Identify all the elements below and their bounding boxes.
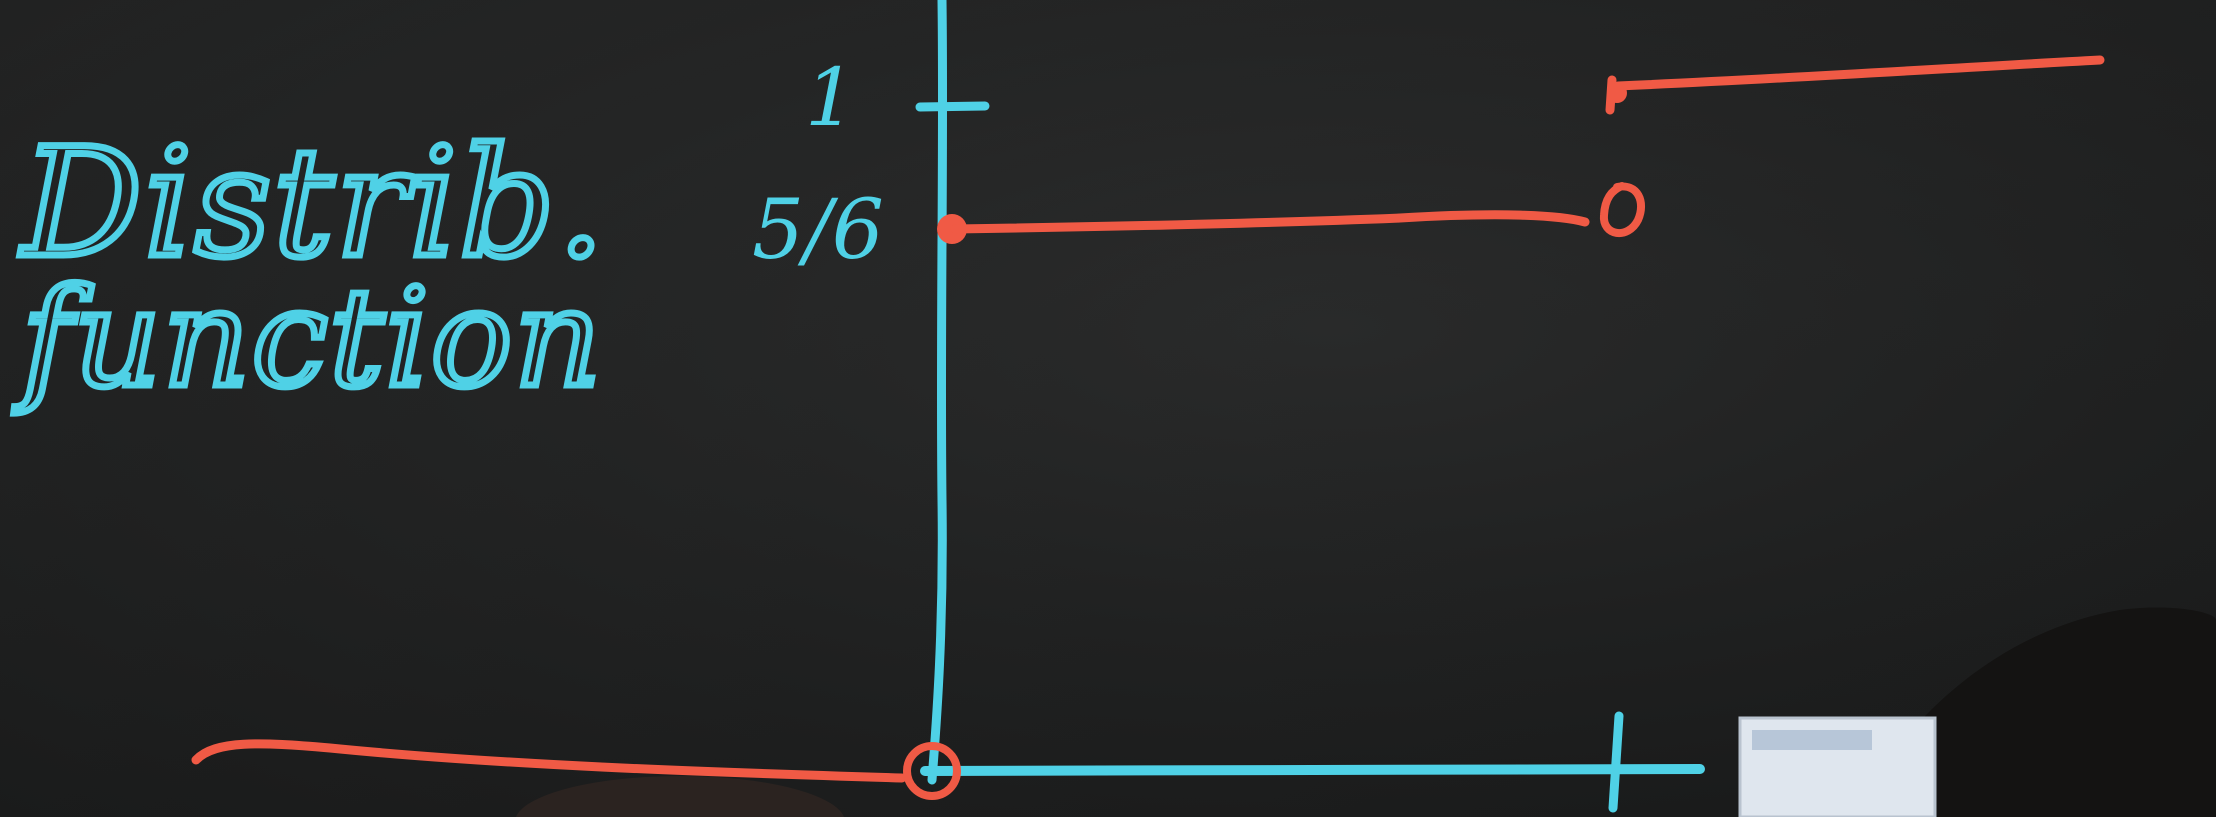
heading-line-2: function	[22, 260, 604, 417]
y-tick-1	[920, 106, 985, 107]
y-tick-label-1: 1	[805, 51, 856, 144]
heading-line-1: Distrib.	[22, 117, 607, 291]
y-tick-label-5-6: 5/6	[752, 183, 884, 278]
x-tick	[1613, 716, 1619, 808]
laptop-screen-bar	[1752, 730, 1872, 750]
x-axis-line	[925, 769, 1700, 771]
